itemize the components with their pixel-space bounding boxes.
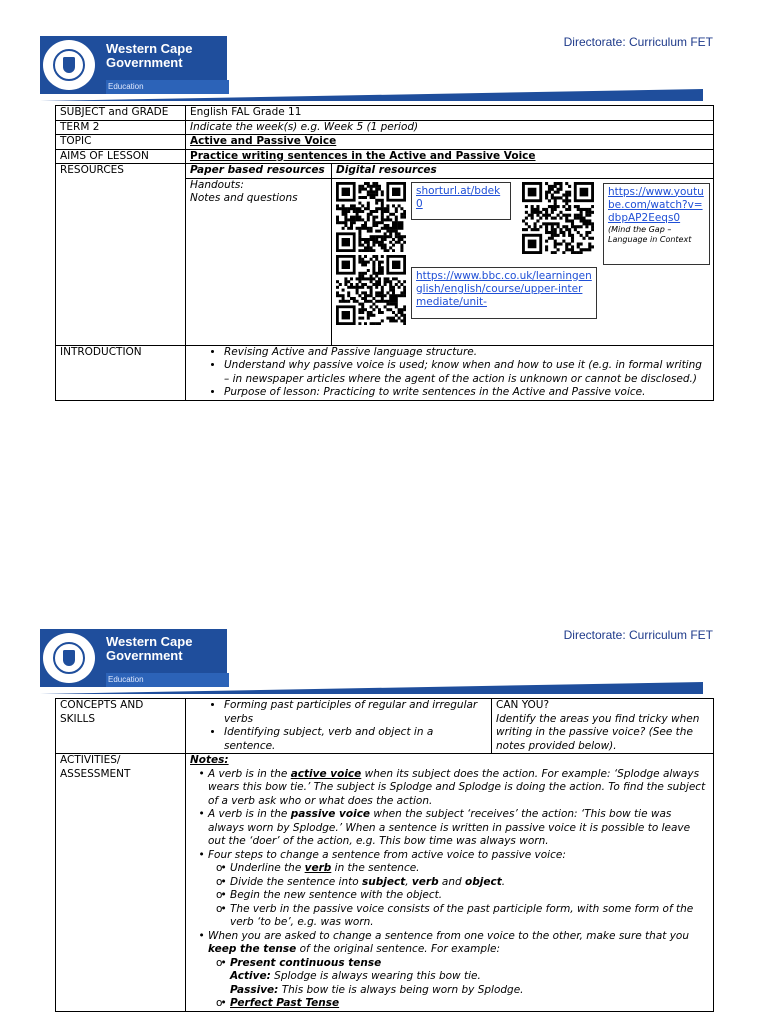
aims-label: AIMS OF LESSON [56, 149, 186, 164]
link1-box [411, 182, 511, 220]
digital-heading: Digital resources [332, 164, 714, 179]
term-value: Indicate the week(s) e.g. Week 5 (1 period) [186, 120, 714, 135]
step-item: o Begin the new sentence with the object. [230, 889, 709, 903]
paper-resources [186, 178, 332, 345]
topic-value: Active and Passive Voice [186, 135, 714, 150]
paper-heading: Paper based resources [186, 164, 332, 179]
subject-value: English FAL Grade 11 [186, 106, 714, 121]
directorate-label: Directorate: Curriculum FET [563, 628, 713, 642]
can-you-cell [492, 699, 714, 754]
can-you-title: CAN YOU? [496, 699, 550, 711]
intro-item: • Purpose of lesson: Practicing to write sentences in the Active and Passive voice. [224, 386, 709, 400]
page-2 [0, 600, 768, 1024]
directorate-label: Directorate: Curriculum FET [563, 35, 713, 49]
youtube-link[interactable]: https://www.youtube.com/watch?v=dbpAP2Eeqs0 [608, 185, 704, 224]
bbc-link[interactable]: https://www.bbc.co.uk/learningenglish/english/course/upper-intermediate/unit- [416, 269, 592, 308]
logo-line2: Government [106, 55, 183, 70]
header-divider [40, 89, 703, 101]
header-divider [40, 682, 703, 694]
youtube-caption: (Mind the Gap – Language in Context [608, 224, 692, 244]
lesson-table [55, 105, 714, 401]
can-you-text: Identify the areas you find tricky when writing in the passive voice? (See the notes provided below). [496, 712, 700, 752]
logo-sub: Education [106, 80, 229, 94]
qr-code-2-icon [522, 182, 594, 254]
logo-line1: Western Cape [106, 41, 193, 56]
paper-line2: Notes and questions [190, 192, 298, 204]
resources-label: RESOURCES [56, 164, 186, 346]
tense-item: o Present continuous tense Active: Splodge is always wearing this bow tie. Passive: This bow tie is always being worn by Splodge. [230, 957, 709, 998]
tense-item: o Perfect Past Tense [230, 997, 709, 1011]
intro-item: • Understand why passive voice is used; know when and how to use it (e.g. in formal writing – in newspaper articles where the agent of the action is unknown or cannot be disclosed.) [224, 359, 709, 386]
subject-label: SUBJECT and GRADE [56, 106, 186, 121]
link3-box [411, 267, 597, 319]
digital-resources [332, 178, 714, 345]
coat-of-arms-icon [43, 633, 95, 683]
shorturl-link[interactable]: shorturl.at/bdek0 [416, 184, 501, 210]
intro-item: • Revising Active and Passive language structure. [224, 346, 709, 360]
wcg-logo [40, 36, 227, 94]
aims-value: Practice writing sentences in the Active and Passive Voice [186, 149, 714, 164]
term-label: TERM 2 [56, 120, 186, 135]
logo-sub: Education [106, 673, 229, 687]
logo-line1: Western Cape [106, 634, 193, 649]
intro-label: INTRODUCTION [56, 345, 186, 400]
active-example: Active: Splodge is always wearing this bow tie. [230, 970, 481, 982]
concept-item: • Identifying subject, verb and object in a sentence. [224, 726, 487, 753]
step-item: o Divide the sentence into subject, verb and object. [230, 876, 709, 890]
coat-of-arms-icon [43, 40, 95, 90]
note-item: • A verb is in the active voice when its subject does the action. For example: ‘Splodge always wears this bow tie.’ The subject is Splodge and Splodge is doing the action. To find the subject of a verb ask who or what does the action. [208, 768, 709, 809]
step-item: o Underline the verb in the sentence. [230, 862, 709, 876]
notes-heading: Notes: [190, 754, 229, 766]
passive-example: Passive: This bow tie is always being worn by Splodge. [230, 983, 524, 996]
note-item: • A verb is in the passive voice when the subject ‘receives’ the action: ‘This bow tie was always worn by Splodge.’ When a sentence is written in passive voice it is possible to leave out the ‘doer’ of the action, e.g. This bow time was always worn. [208, 808, 709, 849]
activities-label: ACTIVITIES/ ASSESSMENT [56, 754, 186, 1012]
concepts-label: CONCEPTS AND SKILLS [56, 699, 186, 754]
topic-label: TOPIC [56, 135, 186, 150]
intro-content [186, 345, 714, 400]
concept-item: • Forming past participles of regular and irregular verbs [224, 699, 487, 726]
concepts-content [186, 699, 492, 754]
concepts-table [55, 698, 714, 1012]
logo-line2: Government [106, 648, 183, 663]
wcg-logo [40, 629, 227, 687]
note-item: • Four steps to change a sentence from active voice to passive voice: o Underline the verb in the sentence. o Divide the sentence into subject, verb and object. o Begin the new sentence with the object. o The verb in the passive voice consists of the past participle form, with some form of the verb ‘to be’, e.g. was worn. [208, 849, 709, 930]
note-item: • When you are asked to change a sentence from one voice to the other, make sure that you keep the tense of the original sentence. For example: o Present continuous tense Active: Splodge is always wearing this bow tie. Passive: This bow tie is always being worn by Splodge. o Perfect Past Tense [208, 930, 709, 1011]
activities-content [186, 754, 714, 1012]
qr-code-1-icon [336, 182, 406, 252]
step-item: o The verb in the passive voice consists of the past participle form, with some form of the verb ‘to be’, e.g. was worn. [230, 903, 709, 930]
paper-line1: Handouts: [190, 178, 244, 191]
qr-code-3-icon [336, 255, 406, 325]
link2-box [603, 183, 710, 265]
